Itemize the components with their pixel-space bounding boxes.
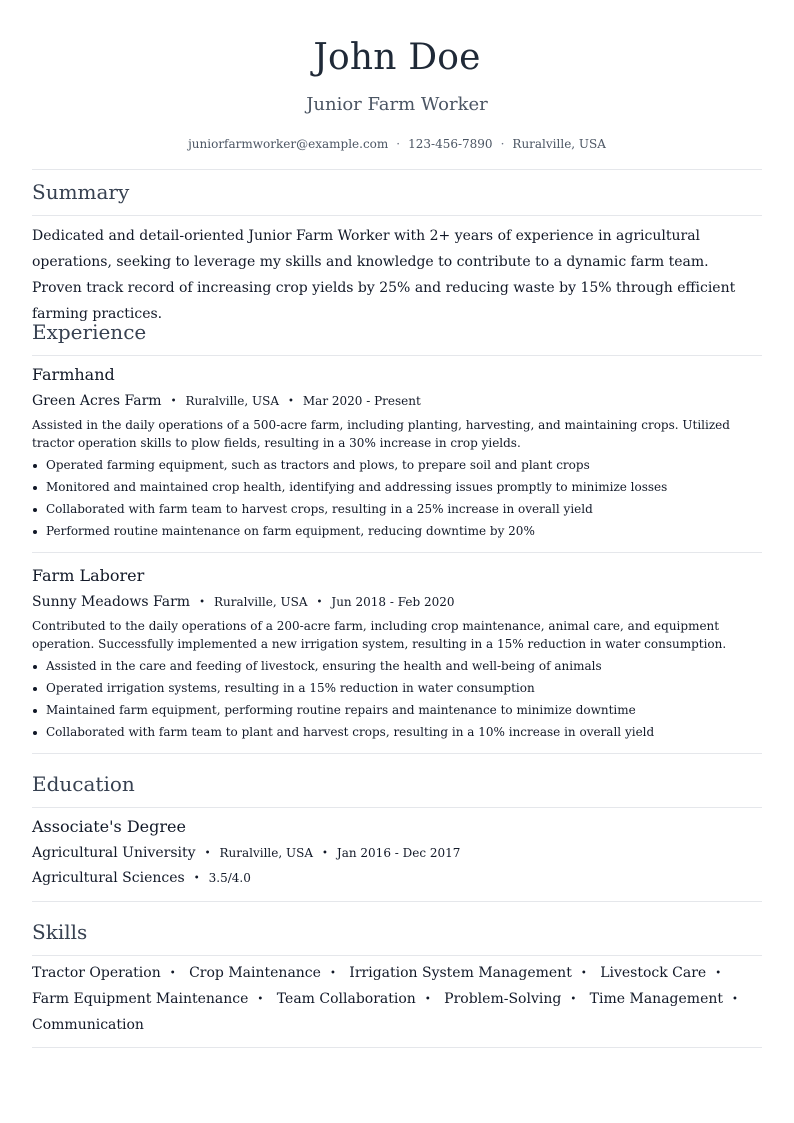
skill-item: Tractor Operation xyxy=(32,965,161,981)
skill-separator: • xyxy=(424,994,431,1005)
summary-text: Dedicated and detail-oriented Junior Farm Worker with 2+ years of experience in agricultural operations, seeking to leverage my skills and knowledge to contribute to a dynamic farm team. Proven track record of increasing crop yields by 25% and reducing waste by 15% through efficient farming practices. xyxy=(32,228,736,322)
job-meta xyxy=(32,391,421,413)
job-description: Assisted in the daily operations of a 500-acre farm, including planting, harvesting, and maintaining crops. Utilized tractor operation skills to plow fields, resulting in a 30% increase in crop yields. xyxy=(32,418,730,450)
skill-separator: • xyxy=(732,994,738,1005)
list-item: Operated farming equipment, such as tractors and plows, to prepare soil and plant crops xyxy=(32,454,762,476)
divider xyxy=(32,901,762,902)
meta-bullet: • xyxy=(199,597,205,608)
skill-separator: • xyxy=(257,994,264,1005)
skill-item: Crop Maintenance xyxy=(189,965,321,981)
divider xyxy=(32,215,762,216)
divider xyxy=(32,169,762,170)
meta-bullet: • xyxy=(170,396,177,407)
job-location: Ruralville, USA xyxy=(185,394,279,408)
summary-heading: Summary xyxy=(32,180,130,204)
list-item: Monitored and maintained crop health, identifying and addressing issues promptly to minimize losses xyxy=(32,476,762,498)
job-company: Green Acres Farm xyxy=(32,393,162,409)
meta-bullet: • xyxy=(322,848,328,859)
degree-title: Associate's Degree xyxy=(32,817,186,836)
list-item: Collaborated with farm team to harvest crops, resulting in a 25% increase in overall yield xyxy=(32,498,762,520)
divider xyxy=(32,355,762,356)
school-location: Ruralville, USA xyxy=(219,846,313,860)
education-meta xyxy=(32,843,460,865)
list-item: Collaborated with farm team to plant and harvest crops, resulting in a 10% increase in overall yield xyxy=(32,721,762,743)
list-item: Performed routine maintenance on farm equipment, reducing downtime by 20% xyxy=(32,520,762,542)
education-heading: Education xyxy=(32,772,135,796)
skill-item: Livestock Care xyxy=(600,965,707,981)
job-bullets xyxy=(32,454,762,542)
job-title: Farm Laborer xyxy=(32,566,145,585)
job-company: Sunny Meadows Farm xyxy=(32,594,191,610)
contact-line xyxy=(0,135,794,153)
skill-separator: • xyxy=(329,968,336,979)
contact-location: Ruralville, USA xyxy=(512,137,606,151)
field-of-study: Agricultural Sciences xyxy=(32,870,185,886)
skill-separator: • xyxy=(169,968,176,979)
job-meta xyxy=(32,592,455,614)
job-dates: Jun 2018 - Feb 2020 xyxy=(331,595,455,609)
skill-item: Time Management xyxy=(589,991,723,1007)
job-bullets xyxy=(32,655,762,743)
divider xyxy=(32,1047,762,1048)
education-dates: Jan 2016 - Dec 2017 xyxy=(336,846,461,860)
divider xyxy=(32,955,762,956)
list-item: Maintained farm equipment, performing routine repairs and maintenance to minimize downtime xyxy=(32,699,762,721)
skills-list xyxy=(32,961,762,1038)
contact-phone[interactable]: 123-456-7890 xyxy=(408,137,493,151)
skill-item: Farm Equipment Maintenance xyxy=(32,991,249,1007)
divider xyxy=(32,753,762,754)
gpa: 3.5/4.0 xyxy=(208,871,251,885)
skill-separator: • xyxy=(715,968,722,979)
meta-bullet: • xyxy=(316,597,323,608)
school-name: Agricultural University xyxy=(32,845,196,861)
skill-separator: • xyxy=(580,968,587,979)
job-dates: Mar 2020 - Present xyxy=(302,394,421,408)
list-item: Assisted in the care and feeding of livestock, ensuring the health and well-being of animals xyxy=(32,655,762,677)
skill-item: Communication xyxy=(32,1017,144,1033)
list-item: Operated irrigation systems, resulting in a 15% reduction in water consumption xyxy=(32,677,762,699)
skills-heading: Skills xyxy=(32,920,88,944)
candidate-name: John Doe xyxy=(313,37,481,78)
contact-email[interactable]: juniorfarmworker@example.com xyxy=(188,137,389,151)
skill-separator: • xyxy=(570,994,577,1005)
skill-item: Irrigation System Management xyxy=(349,965,572,981)
job-title: Farmhand xyxy=(32,365,115,384)
job-location: Ruralville, USA xyxy=(213,595,308,609)
candidate-title: Junior Farm Worker xyxy=(306,94,488,115)
contact-separator: · xyxy=(500,137,505,151)
experience-heading: Experience xyxy=(32,320,147,344)
skill-item: Problem-Solving xyxy=(444,991,562,1007)
divider xyxy=(32,807,762,808)
skill-item: Team Collaboration xyxy=(276,991,416,1007)
meta-bullet: • xyxy=(193,873,200,884)
job-description: Contributed to the daily operations of a 200-acre farm, including crop maintenance, animal care, and equipment operation. Successfully implemented a new irrigation system, resulting in a 15% reduction in water consumption. xyxy=(32,619,727,651)
meta-bullet: • xyxy=(287,396,294,407)
divider xyxy=(32,552,762,553)
contact-separator: · xyxy=(396,137,401,151)
meta-bullet: • xyxy=(204,848,211,859)
education-field-line xyxy=(32,868,251,890)
